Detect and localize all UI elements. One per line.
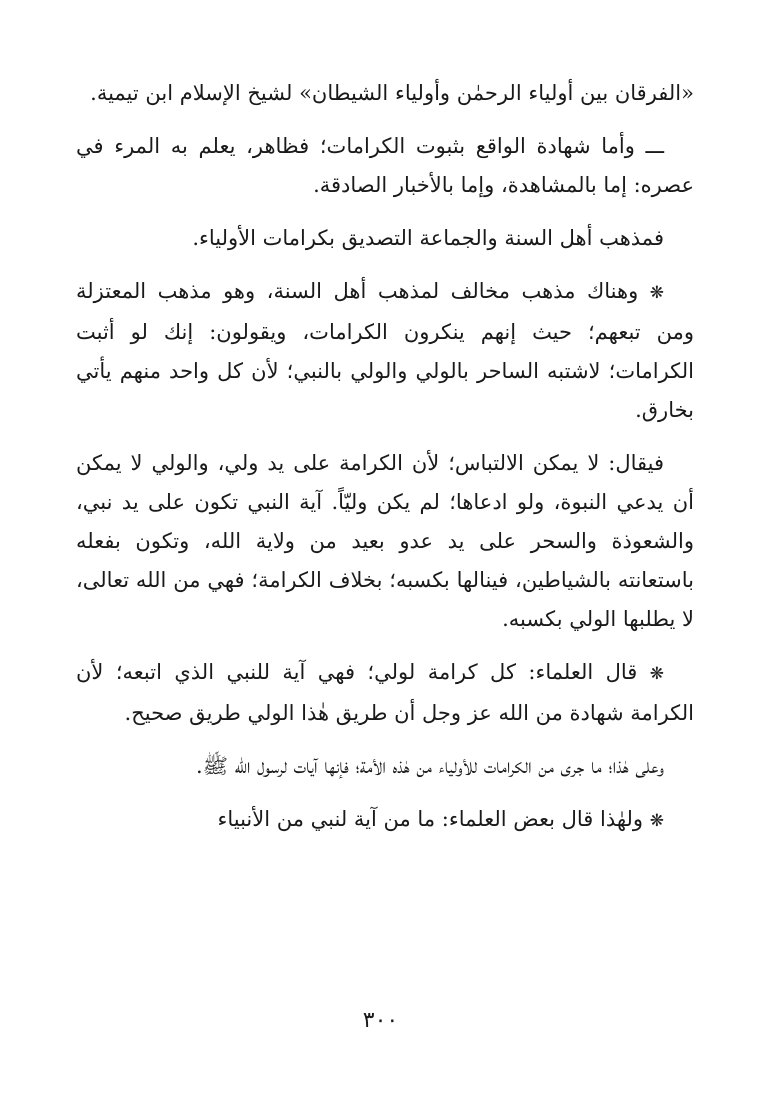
asterism-icon: ❋ bbox=[649, 664, 664, 684]
paragraph-3: فمذهب أهل السنة والجماعة التصديق بكرامات الأولياء. bbox=[192, 226, 664, 250]
page-body-text bbox=[76, 74, 694, 855]
paragraph-1: «الفرقان بين أولياء الرحمٰن وأولياء الشيطان» لشيخ الإسلام ابن تيمية. bbox=[90, 81, 694, 105]
asterism-icon: ❋ bbox=[649, 283, 664, 303]
paragraph-8: ❋ ولهٰذا قال بعض العلماء: ما من آية لنبي من الأنبياء bbox=[217, 807, 664, 831]
paragraph-2: ـــ وأما شهادة الواقع بثبوت الكرامات؛ فظاهر، يعلم به المرء في عصره: إما بالمشاهدة، وإما بالأخبار الصادقة. bbox=[76, 134, 694, 197]
paragraph-5: فيقال: لا يمكن الالتباس؛ لأن الكرامة على يد ولي، والولي لا يمكن أن يدعي النبوة، ولو ادعاها؛ لم يكن وليّاً. آية النبي تكون على يد نبي، والشعوذة والسحر على يد عدو بعيد من ولاية الله، وتكون بفعله باستعانته بالشياطين، فينالها بكسبه؛ بخلاف الكرامة؛ فهي من الله تعالى، لا يطلبها الولي بكسبه. bbox=[76, 451, 694, 631]
paragraph-4: ❋ وهناك مذهب مخالف لمذهب أهل السنة، وهو مذهب المعتزلة ومن تبعهم؛ حيث إنهم ينكرون الكرامات، ويقولون: إنك لو أثبت الكرامات؛ لاشتبه الساحر بالولي والولي بالنبي؛ لأن كل واحد منهم يأتي بخارق. bbox=[76, 279, 694, 422]
paragraph-6: ❋ قال العلماء: كل كرامة لولي؛ فهي آية للنبي الذي اتبعه؛ لأن الكرامة شهادة من الله عز وجل أن طريق هٰذا الولي طريق صحيح. bbox=[76, 660, 694, 725]
asterism-icon: ❋ bbox=[649, 811, 664, 831]
page-number: ٣٠٠ bbox=[362, 1008, 399, 1033]
paragraph-7: وعلى هٰذا؛ ما جرى من الكرامات للأولياء من هٰذه الأمة؛ فإنها آيات لرسول الله ﷺ. bbox=[195, 754, 664, 778]
